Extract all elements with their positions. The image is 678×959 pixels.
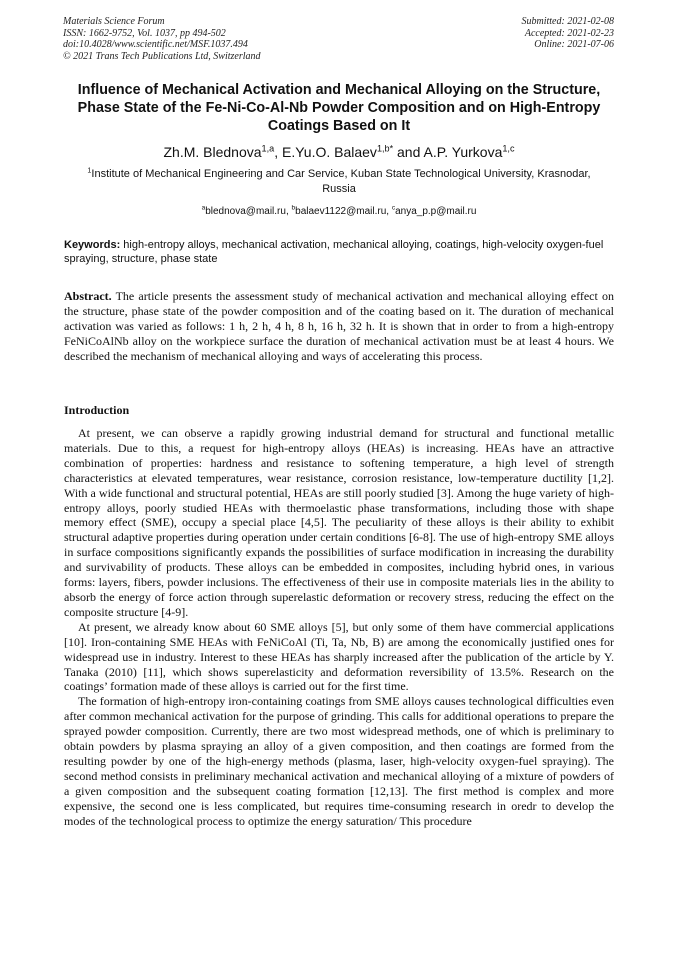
email-mark: b — [291, 204, 296, 212]
introduction-body — [64, 426, 614, 828]
abstract — [64, 289, 614, 364]
doi-line: doi:10.4028/www.scientific.net/MSF.1037.494 — [63, 39, 248, 50]
paragraph: The formation of high-entropy iron-containing coatings from SME alloys causes technological difficulties even after common mechanical activation for the purpose of grinding. This calls for additional operations to prepare the sprayed powder composition. Currently, there are two most widespread methods, one of which is preliminary to obtain powders by plasma spraying an alloy of a given composition, and then coatings are formed from the resulting powder by one of the high-energy methods (plasma, laser, high-velocity oxygen-fuel spraying). The second method consists in preliminary mechanical activation and mechanical alloying of a mixture of powders of a given composition and the subsequent coating formation [12,13]. The first method is complex and more expensive, the second one is less complicated, but requires time-consuming research in oredr to develop the modes of the technological process to optimize the energy saturation/ This procedure — [64, 694, 614, 828]
author-name: E.Yu.O. Balaev — [281, 144, 377, 160]
paragraph: At present, we can observe a rapidly growing industrial demand for structural and functional metallic materials. Due to this, a request for high-entropy alloys (HEAs) is increasing. HEAs have an attractive combination of properties: hardness and resistance to softening temperature, a high level of strength characteristics at elevated temperatures, wear resistance, corrosion resistance, low-temperature ductility [1,2]. With a wide functional and structural potential, HEAs are still poorly studied [3]. Among the huge variety of high-entropy alloys, poorly studied HEAs with thermoelastic phase transformations, including those with shape memory effect (SME), occupy a special place [4,5]. The peculiarity of these alloys is their ability to exhibit structural adaptive properties during operation under certain conditions [6-8]. The use of high-entropy SME alloys in surface compositions significantly expands the possibilities of surface modification in increasing the durability and survivability of products. These alloys can be embedded in composites, including hybrid ones, in various forms: layers, fibers, powder inclusions. The effectiveness of their use in composite materials lies in the ability to absorb the energy of force action through superelastic deformation or recovery stress, reducing the effect on the composite structure [4-9]. — [64, 426, 614, 619]
paragraph: At present, we already know about 60 SME alloys [5], but only some of them have commercial applications [10]. Iron-containing SME HEAs with FeNiCoAl (Ti, Ta, Nb, B) are among the economically justified ones for widespread use in industry. Interest to these HEAs has sharply increased after the publication of the article by Y. Tanaka (2010) [11], which shows superelasticity and deformation reversibility of 13.5%. Research on the coatings’ formation made of these alloys is carried out for the first time. — [64, 619, 614, 694]
author-separator: , — [274, 144, 282, 160]
author-affiliation-mark: 1,b* — [376, 143, 394, 154]
accepted-date: Accepted: 2021-02-23 — [524, 27, 614, 39]
copyright-line: © 2021 Trans Tech Publications Ltd, Switzerland — [63, 50, 261, 62]
author-name: A.P. Yurkova — [423, 144, 503, 160]
keywords-label: Keywords: — [64, 239, 121, 251]
affiliation-mark: 1 — [87, 166, 92, 175]
email-mark: c — [391, 204, 396, 212]
online-date: Online: 2021-07-06 — [534, 39, 614, 50]
keywords-text: high-entropy alloys, mechanical activation, mechanical alloying, coatings, high-velocity oxygen-fuel spraying, structure, phase state — [64, 239, 604, 265]
issn-line: ISSN: 1662-9752, Vol. 1037, pp 494-502 — [63, 27, 226, 39]
affiliation — [75, 167, 603, 196]
journal-name: Materials Science Forum — [63, 16, 165, 27]
keywords — [64, 238, 614, 266]
submitted-date: Submitted: 2021-02-08 — [521, 16, 614, 27]
email-address: blednova@mail.ru — [205, 206, 286, 217]
author-separator: and — [393, 144, 424, 160]
email-address: balaev1122@mail.ru — [295, 206, 387, 217]
email-separator: , — [386, 206, 392, 217]
email-address: anya_p.p@mail.ru — [395, 206, 477, 217]
abstract-label: Abstract. — [64, 289, 112, 303]
email-list — [0, 205, 678, 218]
abstract-text: The article presents the assessment study of mechanical activation and mechanical alloying effect on the structure, phase state of the powder composition and of the coating based on it. The duration of mechanical activation was varied as follows: 1 h, 2 h, 4 h, 8 h, 16 h, 32 h. It is shown that in order to from a high-entropy FeNiCoAlNb alloy on the workpiece surface the duration of mechanical activation must be at least 4 hours. We described the mechanism of mechanical alloying and ways of accelerating this process. — [64, 289, 614, 363]
author-name: Zh.M. Blednova — [163, 144, 262, 160]
paper-title: Influence of Mechanical Activation and Mechanical Alloying on the Structure, Phase State of the Fe-Ni-Co-Al-Nb Powder Composition and on High-Entropy Coatings Based on It — [77, 82, 601, 134]
publication-dates — [522, 16, 615, 51]
section-heading-introduction: Introduction — [64, 403, 130, 417]
author-affiliation-mark: 1,c — [502, 143, 515, 154]
affiliation-text: Institute of Mechanical Engineering and Car Service, Kuban State Technological University, Krasnodar, Russia — [91, 168, 591, 195]
email-separator: , — [285, 206, 292, 217]
publication-info — [63, 16, 261, 62]
author-list — [0, 144, 678, 161]
email-mark: a — [201, 204, 206, 212]
author-affiliation-mark: 1,a — [261, 143, 275, 154]
